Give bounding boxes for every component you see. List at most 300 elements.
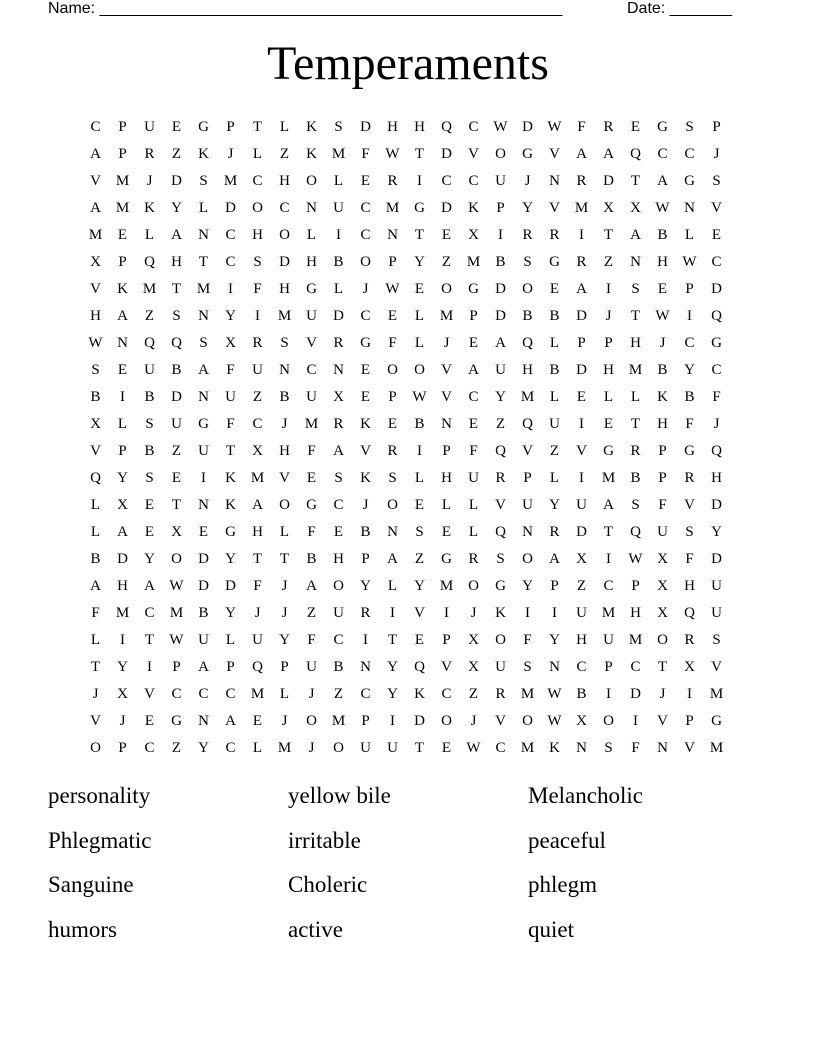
- grid-letter: J: [92, 686, 99, 702]
- grid-letter: C: [252, 416, 263, 432]
- grid-letter: I: [606, 686, 611, 702]
- grid-letter: P: [604, 335, 613, 351]
- grid-letter: D: [576, 524, 587, 540]
- grid-letter: U: [495, 362, 506, 378]
- grid-letter: T: [252, 551, 263, 567]
- grid-letter: G: [198, 119, 209, 135]
- grid-letter: A: [117, 308, 128, 324]
- grid-letter: E: [333, 524, 344, 540]
- grid-letter: V: [414, 605, 425, 621]
- grid-letter: R: [468, 551, 479, 567]
- grid-letter: J: [443, 335, 450, 351]
- grid-letter: M: [277, 308, 292, 324]
- grid-letter: D: [198, 551, 209, 567]
- grid-letter: J: [362, 497, 369, 513]
- grid-letter: E: [306, 470, 317, 486]
- grid-letter: P: [685, 281, 694, 297]
- grid-letter: B: [198, 605, 209, 621]
- grid-letter: P: [226, 119, 235, 135]
- grid-letter: P: [361, 713, 370, 729]
- grid-letter: D: [117, 551, 128, 567]
- grid-letter: N: [279, 362, 290, 378]
- grid-letter: E: [387, 416, 398, 432]
- grid-letter: O: [252, 200, 263, 216]
- grid-letter: Q: [630, 146, 641, 162]
- word-bank-item: quiet: [528, 916, 574, 942]
- grid-letter: L: [252, 740, 263, 756]
- grid-letter: K: [549, 740, 560, 756]
- grid-letter: J: [713, 146, 720, 162]
- grid-letter: J: [470, 713, 477, 729]
- grid-letter: R: [576, 173, 587, 189]
- grid-letter: A: [657, 173, 668, 189]
- grid-letter: W: [628, 551, 643, 567]
- grid-letter: Q: [144, 254, 155, 270]
- grid-letter: L: [117, 416, 128, 432]
- grid-letter: G: [360, 335, 371, 351]
- grid-letter: E: [117, 362, 128, 378]
- word-bank-item: Phlegmatic: [48, 827, 152, 853]
- grid-letter: B: [495, 254, 506, 270]
- grid-letter: X: [468, 632, 479, 648]
- grid-letter: J: [713, 416, 720, 432]
- word-bank-item: personality: [48, 783, 151, 808]
- grid-letter: Y: [387, 659, 398, 675]
- grid-letter: M: [628, 362, 643, 378]
- grid-letter: D: [576, 308, 587, 324]
- grid-letter: K: [117, 281, 128, 297]
- grid-letter: N: [117, 335, 128, 351]
- grid-letter: G: [414, 200, 425, 216]
- grid-letter: K: [306, 119, 317, 135]
- grid-letter: U: [576, 497, 587, 513]
- grid-letter: E: [360, 389, 371, 405]
- grid-letter: E: [603, 416, 614, 432]
- grid-letter: D: [495, 281, 506, 297]
- grid-letter: J: [281, 416, 288, 432]
- grid-letter: M: [466, 254, 481, 270]
- grid-letter: P: [361, 551, 370, 567]
- grid-letter: Z: [468, 686, 479, 702]
- grid-letter: U: [198, 443, 209, 459]
- grid-letter: U: [252, 362, 263, 378]
- grid-letter: P: [577, 335, 586, 351]
- grid-letter: X: [171, 524, 182, 540]
- grid-letter: I: [579, 416, 584, 432]
- grid-letter: C: [360, 308, 371, 324]
- grid-letter: R: [603, 119, 614, 135]
- grid-letter: K: [657, 389, 668, 405]
- grid-letter: O: [279, 497, 290, 513]
- grid-letter: R: [144, 146, 155, 162]
- grid-letter: P: [631, 578, 640, 594]
- grid-letter: L: [198, 200, 209, 216]
- grid-letter: Y: [414, 254, 425, 270]
- grid-letter: I: [336, 227, 341, 243]
- grid-letter: J: [524, 173, 531, 189]
- grid-letter: G: [468, 281, 479, 297]
- grid-letter: B: [630, 470, 641, 486]
- grid-letter: P: [388, 389, 397, 405]
- grid-letter: V: [144, 686, 155, 702]
- grid-letter: A: [306, 578, 317, 594]
- grid-letter: F: [307, 524, 316, 540]
- grid-letter: Y: [414, 578, 425, 594]
- grid-letter: L: [333, 281, 344, 297]
- grid-letter: H: [630, 605, 641, 621]
- grid-letter: C: [360, 686, 371, 702]
- grid-letter: D: [171, 173, 182, 189]
- grid-letter: L: [549, 389, 560, 405]
- grid-letter: O: [90, 740, 101, 756]
- grid-letter: C: [144, 605, 155, 621]
- grid-letter: C: [576, 659, 587, 675]
- grid-letter: A: [495, 335, 506, 351]
- grid-letter: T: [414, 146, 425, 162]
- grid-letter: Q: [90, 470, 101, 486]
- grid-letter: N: [333, 362, 344, 378]
- grid-letter: J: [119, 713, 126, 729]
- grid-letter: F: [91, 605, 100, 621]
- grid-letter: W: [493, 119, 508, 135]
- grid-letter: J: [281, 713, 288, 729]
- grid-letter: D: [495, 308, 506, 324]
- grid-letter: U: [333, 200, 344, 216]
- grid-letter: P: [604, 659, 613, 675]
- grid-letter: B: [306, 551, 317, 567]
- grid-letter: U: [495, 659, 506, 675]
- grid-letter: F: [631, 740, 640, 756]
- grid-letter: M: [709, 740, 724, 756]
- grid-letter: G: [441, 551, 452, 567]
- grid-letter: W: [655, 200, 670, 216]
- grid-letter: Z: [171, 740, 182, 756]
- grid-letter: C: [171, 686, 182, 702]
- letter-grid: [82, 114, 730, 762]
- grid-letter: F: [658, 497, 667, 513]
- grid-letter: C: [603, 578, 614, 594]
- grid-letter: T: [657, 659, 668, 675]
- grid-letter: N: [549, 173, 560, 189]
- grid-letter: M: [304, 416, 319, 432]
- grid-letter: M: [142, 281, 157, 297]
- grid-letter: N: [198, 497, 209, 513]
- grid-letter: V: [549, 146, 560, 162]
- grid-letter: P: [469, 308, 478, 324]
- grid-letter: F: [685, 416, 694, 432]
- grid-letter: V: [711, 659, 722, 675]
- grid-letter: C: [225, 227, 236, 243]
- grid-letter: Y: [198, 740, 209, 756]
- grid-letter: L: [279, 119, 290, 135]
- grid-letter: U: [603, 632, 614, 648]
- grid-letter: U: [144, 119, 155, 135]
- grid-letter: I: [120, 632, 125, 648]
- grid-letter: F: [523, 632, 532, 648]
- grid-letter: A: [117, 524, 128, 540]
- grid-letter: P: [685, 713, 694, 729]
- grid-letter: O: [441, 713, 452, 729]
- grid-letter: D: [711, 281, 722, 297]
- grid-letter: F: [577, 119, 586, 135]
- grid-letter: F: [226, 416, 235, 432]
- grid-letter: N: [306, 200, 317, 216]
- grid-letter: O: [333, 740, 344, 756]
- grid-letter: L: [333, 173, 344, 189]
- grid-letter: V: [90, 281, 101, 297]
- grid-letter: A: [198, 659, 209, 675]
- grid-letter: S: [712, 173, 721, 189]
- grid-letter: Q: [711, 443, 722, 459]
- grid-letter: V: [495, 713, 506, 729]
- grid-letter: M: [439, 578, 454, 594]
- grid-letter: F: [469, 443, 478, 459]
- grid-letter: T: [198, 254, 209, 270]
- grid-letter: I: [417, 443, 422, 459]
- grid-letter: Q: [144, 335, 155, 351]
- grid-letter: O: [495, 632, 506, 648]
- grid-letter: R: [576, 254, 587, 270]
- grid-letter: M: [520, 686, 535, 702]
- grid-letter: E: [360, 362, 371, 378]
- grid-letter: V: [576, 443, 587, 459]
- grid-letter: A: [576, 281, 587, 297]
- grid-letter: N: [198, 713, 209, 729]
- grid-letter: L: [90, 497, 101, 513]
- grid-letter: S: [523, 254, 532, 270]
- grid-letter: V: [90, 713, 101, 729]
- grid-letter: E: [144, 713, 155, 729]
- grid-letter: N: [387, 227, 398, 243]
- grid-letter: M: [169, 605, 184, 621]
- grid-letter: J: [308, 686, 315, 702]
- grid-letter: X: [576, 713, 587, 729]
- grid-letter: V: [90, 443, 101, 459]
- grid-letter: V: [360, 443, 371, 459]
- grid-letter: M: [520, 389, 535, 405]
- grid-letter: A: [90, 146, 101, 162]
- grid-letter: C: [144, 740, 155, 756]
- grid-letter: S: [523, 659, 532, 675]
- grid-letter: I: [606, 551, 611, 567]
- grid-letter: R: [333, 335, 344, 351]
- grid-letter: Z: [495, 416, 506, 432]
- grid-letter: B: [144, 389, 155, 405]
- grid-letter: K: [360, 416, 371, 432]
- grid-letter: F: [361, 146, 370, 162]
- grid-letter: R: [630, 443, 641, 459]
- grid-letter: D: [522, 119, 533, 135]
- grid-letter: U: [360, 740, 371, 756]
- grid-letter: T: [279, 551, 290, 567]
- grid-letter: M: [223, 173, 238, 189]
- grid-letter: O: [495, 146, 506, 162]
- grid-letter: N: [549, 659, 560, 675]
- grid-letter: X: [468, 227, 479, 243]
- grid-letter: C: [657, 146, 668, 162]
- grid-letter: P: [496, 200, 505, 216]
- grid-letter: B: [414, 416, 425, 432]
- grid-letter: D: [414, 713, 425, 729]
- grid-letter: E: [441, 227, 452, 243]
- grid-letter: H: [387, 119, 398, 135]
- grid-letter: U: [225, 389, 236, 405]
- grid-letter: K: [306, 146, 317, 162]
- grid-letter: V: [549, 200, 560, 216]
- grid-letter: T: [414, 227, 425, 243]
- grid-letter: F: [712, 389, 721, 405]
- grid-letter: N: [522, 524, 533, 540]
- grid-letter: L: [144, 227, 155, 243]
- grid-letter: G: [684, 443, 695, 459]
- grid-letter: C: [252, 173, 263, 189]
- grid-letter: S: [199, 335, 208, 351]
- grid-letter: G: [549, 254, 560, 270]
- grid-letter: B: [333, 659, 344, 675]
- grid-letter: X: [630, 200, 641, 216]
- grid-letter: E: [171, 470, 182, 486]
- grid-letter: P: [118, 443, 127, 459]
- grid-letter: X: [576, 551, 587, 567]
- grid-letter: J: [227, 146, 234, 162]
- grid-letter: C: [468, 173, 479, 189]
- grid-letter: Y: [522, 200, 533, 216]
- grid-letter: S: [280, 335, 289, 351]
- grid-letter: D: [171, 389, 182, 405]
- grid-letter: B: [90, 551, 101, 567]
- grid-letter: U: [198, 632, 209, 648]
- grid-letter: A: [225, 713, 236, 729]
- grid-letter: R: [549, 227, 560, 243]
- grid-letter: Z: [171, 443, 182, 459]
- grid-letter: P: [658, 443, 667, 459]
- grid-letter: Z: [306, 605, 317, 621]
- grid-letter: Y: [117, 659, 128, 675]
- grid-letter: Q: [522, 416, 533, 432]
- grid-letter: V: [468, 146, 479, 162]
- grid-letter: N: [441, 416, 452, 432]
- grid-letter: O: [279, 227, 290, 243]
- grid-letter: U: [495, 173, 506, 189]
- grid-letter: L: [252, 146, 263, 162]
- grid-letter: I: [390, 713, 395, 729]
- grid-letter: E: [630, 119, 641, 135]
- grid-letter: V: [711, 200, 722, 216]
- grid-letter: I: [525, 605, 530, 621]
- grid-letter: C: [225, 254, 236, 270]
- grid-letter: Y: [225, 308, 236, 324]
- grid-letter: N: [198, 308, 209, 324]
- grid-letter: G: [711, 335, 722, 351]
- grid-letter: Y: [171, 200, 182, 216]
- grid-letter: Z: [252, 389, 263, 405]
- page-title: Temperaments: [267, 37, 549, 90]
- grid-letter: C: [630, 659, 641, 675]
- grid-letter: U: [306, 659, 317, 675]
- grid-letter: Y: [711, 524, 722, 540]
- grid-letter: M: [196, 281, 211, 297]
- grid-letter: Y: [495, 389, 506, 405]
- grid-letter: C: [684, 335, 695, 351]
- grid-letter: X: [333, 389, 344, 405]
- grid-letter: D: [711, 497, 722, 513]
- grid-letter: M: [115, 605, 130, 621]
- grid-letter: R: [333, 416, 344, 432]
- word-bank-item: Sanguine: [48, 872, 134, 897]
- grid-letter: I: [255, 308, 260, 324]
- grid-letter: O: [468, 578, 479, 594]
- grid-letter: V: [441, 659, 452, 675]
- grid-letter: U: [468, 470, 479, 486]
- grid-letter: B: [522, 308, 533, 324]
- grid-letter: Y: [522, 578, 533, 594]
- grid-letter: E: [360, 173, 371, 189]
- grid-letter: K: [414, 686, 425, 702]
- grid-letter: J: [146, 173, 153, 189]
- word-bank-item: active: [288, 916, 343, 942]
- grid-letter: V: [90, 173, 101, 189]
- grid-letter: F: [253, 281, 262, 297]
- grid-letter: W: [466, 740, 481, 756]
- grid-letter: O: [306, 173, 317, 189]
- grid-letter: B: [333, 254, 344, 270]
- grid-letter: Y: [225, 605, 236, 621]
- grid-letter: H: [279, 173, 290, 189]
- grid-letter: A: [549, 551, 560, 567]
- grid-letter: Q: [711, 308, 722, 324]
- grid-letter: W: [88, 335, 103, 351]
- grid-letter: C: [495, 740, 506, 756]
- grid-letter: S: [685, 119, 694, 135]
- grid-letter: P: [442, 443, 451, 459]
- grid-letter: K: [360, 470, 371, 486]
- grid-letter: R: [495, 470, 506, 486]
- grid-letter: G: [306, 281, 317, 297]
- grid-letter: N: [657, 740, 668, 756]
- grid-letter: Y: [117, 470, 128, 486]
- grid-letter: N: [630, 254, 641, 270]
- grid-letter: A: [90, 200, 101, 216]
- grid-letter: D: [441, 200, 452, 216]
- grid-letter: Z: [441, 254, 452, 270]
- grid-letter: G: [225, 524, 236, 540]
- grid-letter: L: [603, 389, 614, 405]
- grid-letter: G: [657, 119, 668, 135]
- grid-letter: C: [711, 254, 722, 270]
- grid-letter: P: [712, 119, 721, 135]
- grid-letter: P: [658, 470, 667, 486]
- word-bank-item: humors: [48, 916, 117, 942]
- grid-letter: E: [252, 713, 263, 729]
- word-bank-item: yellow bile: [288, 783, 391, 808]
- grid-letter: V: [522, 443, 533, 459]
- grid-letter: Y: [549, 497, 560, 513]
- grid-letter: B: [171, 362, 182, 378]
- grid-letter: S: [91, 362, 100, 378]
- grid-letter: B: [684, 389, 695, 405]
- grid-letter: E: [198, 524, 209, 540]
- grid-letter: W: [412, 389, 427, 405]
- grid-letter: H: [333, 551, 344, 567]
- grid-letter: F: [307, 632, 316, 648]
- grid-letter: Z: [414, 551, 425, 567]
- grid-letter: T: [90, 659, 101, 675]
- grid-letter: D: [711, 551, 722, 567]
- grid-letter: L: [414, 470, 425, 486]
- grid-letter: A: [198, 362, 209, 378]
- grid-letter: I: [498, 227, 503, 243]
- grid-letter: C: [441, 686, 452, 702]
